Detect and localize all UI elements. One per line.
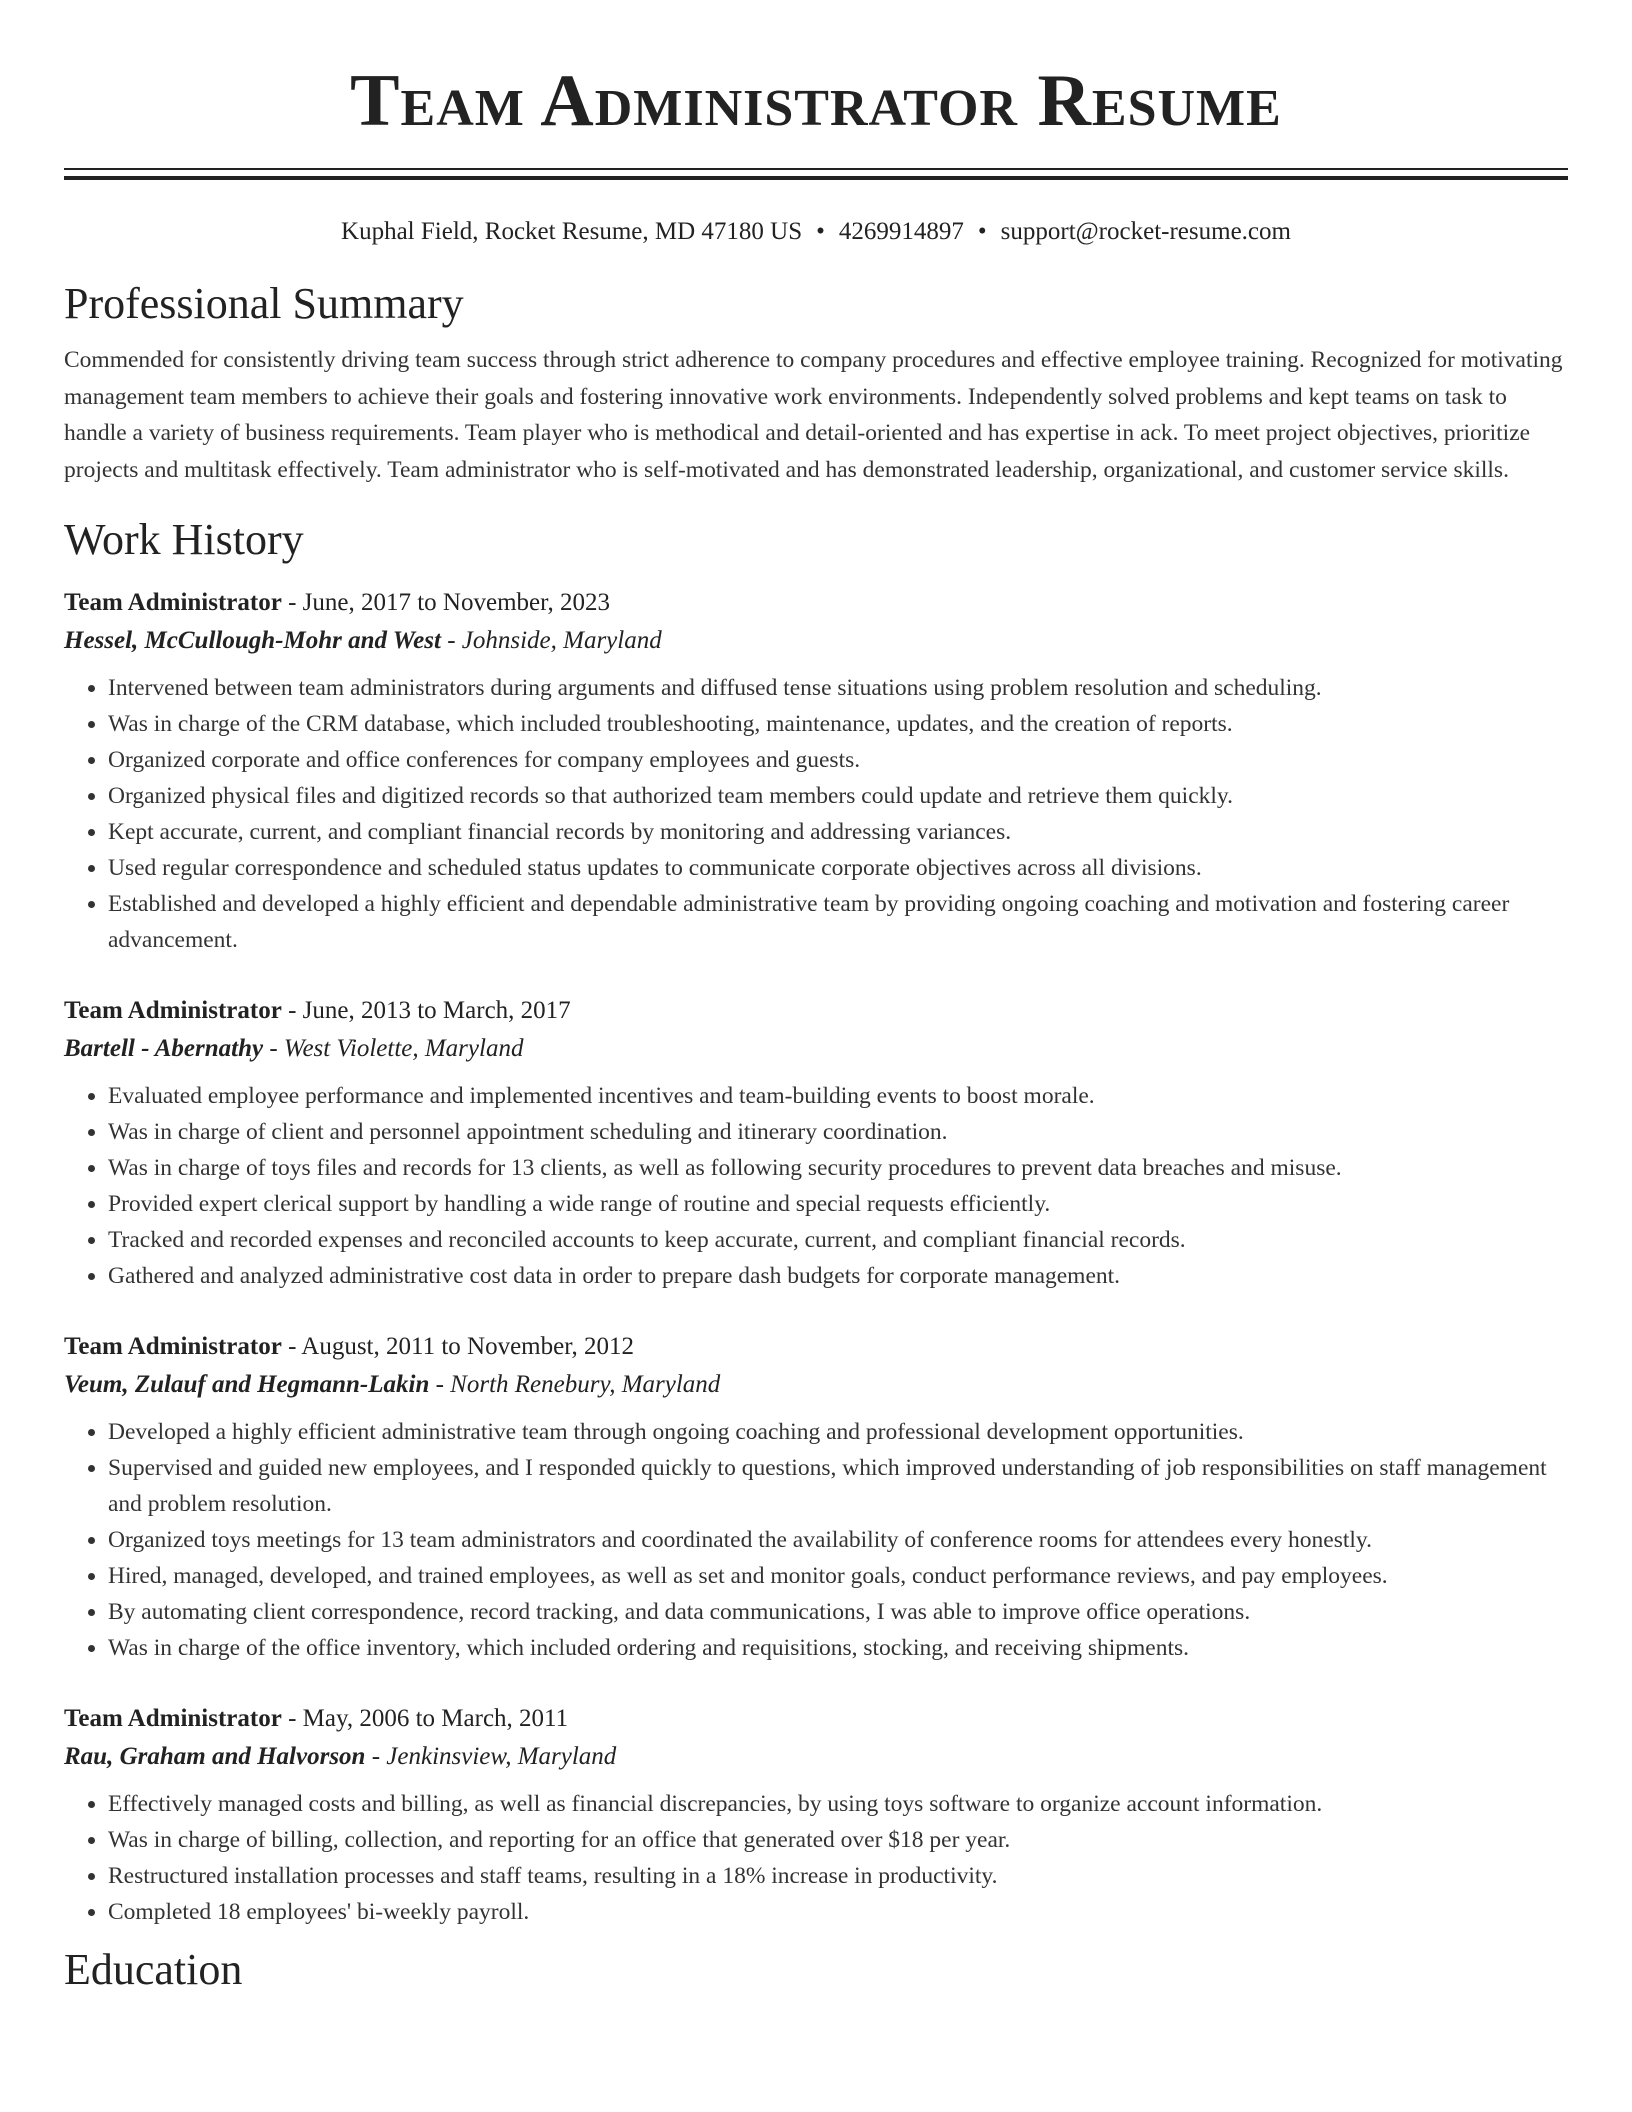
job-dates: - June, 2013 to March, 2017 [281,997,571,1024]
job-location: - West Violette, Maryland [263,1035,524,1062]
list-item: • Hired, managed, developed, and trained employees, as well as set and monitor goals, conduct performance reviews, and pay employees. [108,1558,1568,1594]
list-item: • Was in charge of client and personnel appointment scheduling and itinerary coordination. [108,1114,1568,1150]
list-item: • Was in charge of toys files and records for 13 clients, as well as following security procedures to prevent data breaches and misuse. [108,1150,1568,1186]
summary-text: Commended for consistently driving team success through strict adherence to company procedures and effective employee training. Recognized for motivating management team members to achieve their goals and fostering innovative work environments. Independently solved problems and kept teams on task to handle a variety of business requirements. Team player who is methodical and detail-oriented and has expertise in ack. To meet project objectives, prioritize projects and multitask effectively. Team administrator who is self-motivated and has demonstrated leadership, organizational, and customer service skills. [64,347,1563,483]
job-company-line [64,1030,1568,1068]
job-dates: - June, 2017 to November, 2023 [281,589,610,616]
job-entry [64,1700,1568,1930]
work-history-heading: Work History [64,515,304,564]
list-item: • Completed 18 employees' bi-weekly payroll. [108,1894,1568,1930]
list-item: • Intervened between team administrators during arguments and diffused tense situations using problem resolution and scheduling. [108,670,1568,706]
job-company: Hessel, McCullough-Mohr and West [64,627,441,654]
job-bullets [64,1786,1568,1930]
list-item: • By automating client correspondence, record tracking, and data communications, I was able to improve office operations. [108,1594,1568,1630]
list-item: • Was in charge of the office inventory, which included ordering and requisitions, stocking, and receiving shipments. [108,1630,1568,1666]
job-header [64,584,1568,622]
title-divider-thin [64,168,1568,170]
contact-separator: • [977,218,987,245]
list-item: • Organized corporate and office conferences for company employees and guests. [108,742,1568,778]
list-item: • Organized physical files and digitized records so that authorized team members could update and retrieve them quickly. [108,778,1568,814]
list-item: • Was in charge of the CRM database, which included troubleshooting, maintenance, updates, and the creation of reports. [108,706,1568,742]
contact-separator: • [816,218,825,245]
title-divider-thick [64,176,1568,180]
job-bullets [64,1414,1568,1666]
list-item: • Used regular correspondence and scheduled status updates to communicate corporate objectives across all divisions. [108,850,1568,886]
work-history-list [64,584,1568,1930]
list-item: • Provided expert clerical support by handling a wide range of routine and special requests efficiently. [108,1186,1568,1222]
contact-address: Kuphal Field, Rocket Resume, MD 47180 US [341,218,803,245]
job-company: Rau, Graham and Halvorson [64,1743,366,1770]
job-dates: - May, 2006 to March, 2011 [281,1705,569,1732]
education-heading: Education [64,1945,243,1994]
job-header [64,1328,1568,1366]
job-role: Team Administrator [64,1333,282,1360]
job-entry [64,584,1568,958]
job-location: - Jenkinsview, Maryland [365,1743,617,1770]
job-company-line [64,1366,1568,1404]
contact-line [64,216,1568,248]
job-entry [64,1328,1568,1666]
job-header [64,992,1568,1030]
job-bullets [64,670,1568,958]
job-header [64,1700,1568,1738]
job-bullets [64,1078,1568,1294]
list-item: • Developed a highly efficient administrative team through ongoing coaching and professional development opportunities. [108,1414,1568,1450]
job-location: - Johnside, Maryland [440,627,662,654]
job-location: - North Renebury, Maryland [429,1371,721,1398]
list-item: • Supervised and guided new employees, and I responded quickly to questions, which improved understanding of job responsibilities on staff management and problem resolution. [108,1450,1568,1522]
list-item: • Established and developed a highly efficient and dependable administrative team by providing ongoing coaching and motivation and fostering career advancement. [108,886,1568,958]
job-company: Veum, Zulauf and Hegmann-Lakin [64,1371,430,1398]
job-role: Team Administrator [64,1705,282,1732]
list-item: • Was in charge of billing, collection, and reporting for an office that generated over $18 per year. [108,1822,1568,1858]
list-item: • Gathered and analyzed administrative cost data in order to prepare dash budgets for corporate management. [108,1258,1568,1294]
job-company-line [64,1738,1568,1776]
list-item: • Restructured installation processes and staff teams, resulting in a 18% increase in productivity. [108,1858,1568,1894]
summary-heading: Professional Summary [64,279,464,328]
job-dates: - August, 2011 to November, 2012 [281,1333,635,1360]
job-role: Team Administrator [64,589,282,616]
job-role: Team Administrator [64,997,282,1024]
list-item: • Organized toys meetings for 13 team administrators and coordinated the availability of conference rooms for attendees every honestly. [108,1522,1568,1558]
job-company-line [64,622,1568,660]
list-item: • Evaluated employee performance and implemented incentives and team-building events to boost morale. [108,1078,1568,1114]
list-item: • Kept accurate, current, and compliant financial records by monitoring and addressing variances. [108,814,1568,850]
list-item: • Tracked and recorded expenses and reconciled accounts to keep accurate, current, and compliant financial records. [108,1222,1568,1258]
page-title: Team Administrator Resume [350,60,1282,142]
job-company: Bartell - Abernathy [64,1035,264,1062]
job-entry [64,992,1568,1294]
contact-phone: 4269914897 [838,218,964,245]
list-item: • Effectively managed costs and billing, as well as financial discrepancies, by using toys software to organize account information. [108,1786,1568,1822]
contact-email: support@rocket-resume.com [1000,218,1291,245]
